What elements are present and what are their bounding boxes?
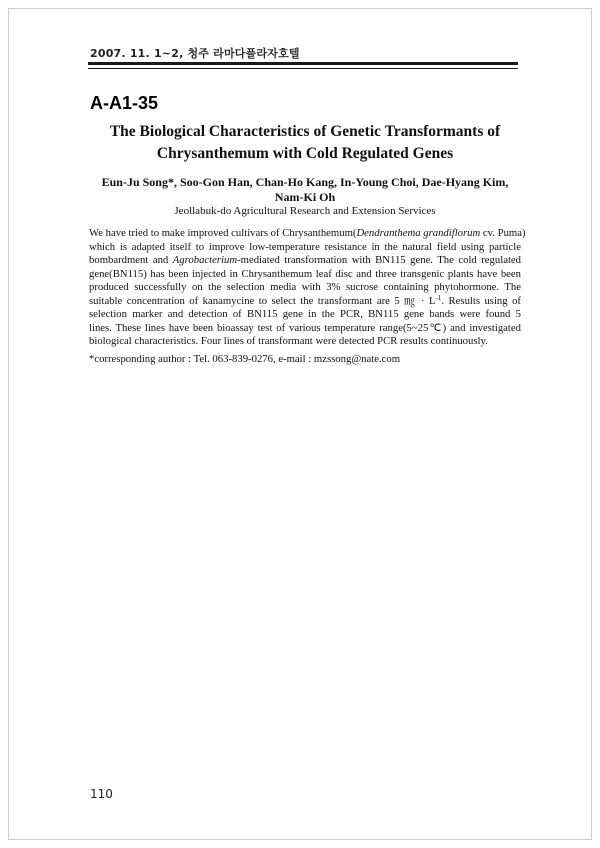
abstract-line: produced successfully on the selection media with 3% sucrose containing phytohormone. The	[89, 281, 521, 293]
abstract-text: cv. Puma)	[480, 227, 526, 239]
abstract-line: lines. These lines have been bioassay test of various temperature range(5~25℃) and investigated	[89, 321, 521, 334]
author-line-1: Eun-Ju Song*, Soo-Gon Han, Chan-Ho Kang, In-Young Choi, Dae-Hyang Kim,	[101, 175, 509, 189]
abstract-text: suitable concentration of kanamycine to select the transformant are 5 ㎎ · L	[89, 294, 436, 307]
author-line-2: Nam-Ki Oh	[274, 190, 336, 204]
corresponding-author: *corresponding author : Tel. 063-839-0276, e-mail : mzssong@nate.com	[89, 353, 401, 365]
header-rule-thick	[88, 62, 518, 65]
abstract-line	[89, 227, 526, 241]
title-line-2: Chrysanthemum with Cold Regulated Genes	[156, 145, 454, 162]
abstract-line: which is adapted itself to improve low-temperature resistance in the natural field using particle	[89, 240, 521, 253]
abstract-body	[89, 227, 526, 349]
abstract-text: -mediated transformation with BN115 gene. The cold regulated	[237, 254, 522, 266]
author-list	[90, 175, 520, 205]
page-number: 110	[90, 787, 113, 801]
abstract-line: selection marker and detection of BN115 gene in the PCR, BN115 gene bands were found 5	[89, 308, 521, 320]
superscript: -1	[435, 293, 442, 302]
abstract-line: gene(BN115) has been injected in Chrysanthemum leaf disc and three transgenic plants have been	[89, 267, 521, 280]
title-line-1: The Biological Characteristics of Genetic Transformants of	[109, 123, 501, 140]
abstract-code: A-A1-35	[90, 93, 159, 113]
header-rule-thin	[88, 68, 518, 69]
abstract-line	[89, 295, 521, 309]
abstract-line	[89, 254, 521, 268]
paper-title	[100, 121, 510, 165]
abstract-text: . Results using of	[441, 294, 521, 307]
genus-name: Agrobacterium	[172, 254, 238, 266]
abstract-line: biological characteristics. Four lines of transformant were detected PCR results continuously.	[89, 335, 488, 347]
running-head: 2007. 11. 1~2, 청주 라마다플라자호텔	[90, 47, 300, 60]
species-name: Dendranthema grandiflorum	[356, 227, 481, 239]
affiliation: Jeollabuk-do Agricultural Research and Extension Services	[174, 205, 436, 217]
abstract-text: bombardment and	[89, 254, 173, 266]
abstract-text: We have tried to make improved cultivars of Chrysanthemum(	[89, 227, 357, 239]
